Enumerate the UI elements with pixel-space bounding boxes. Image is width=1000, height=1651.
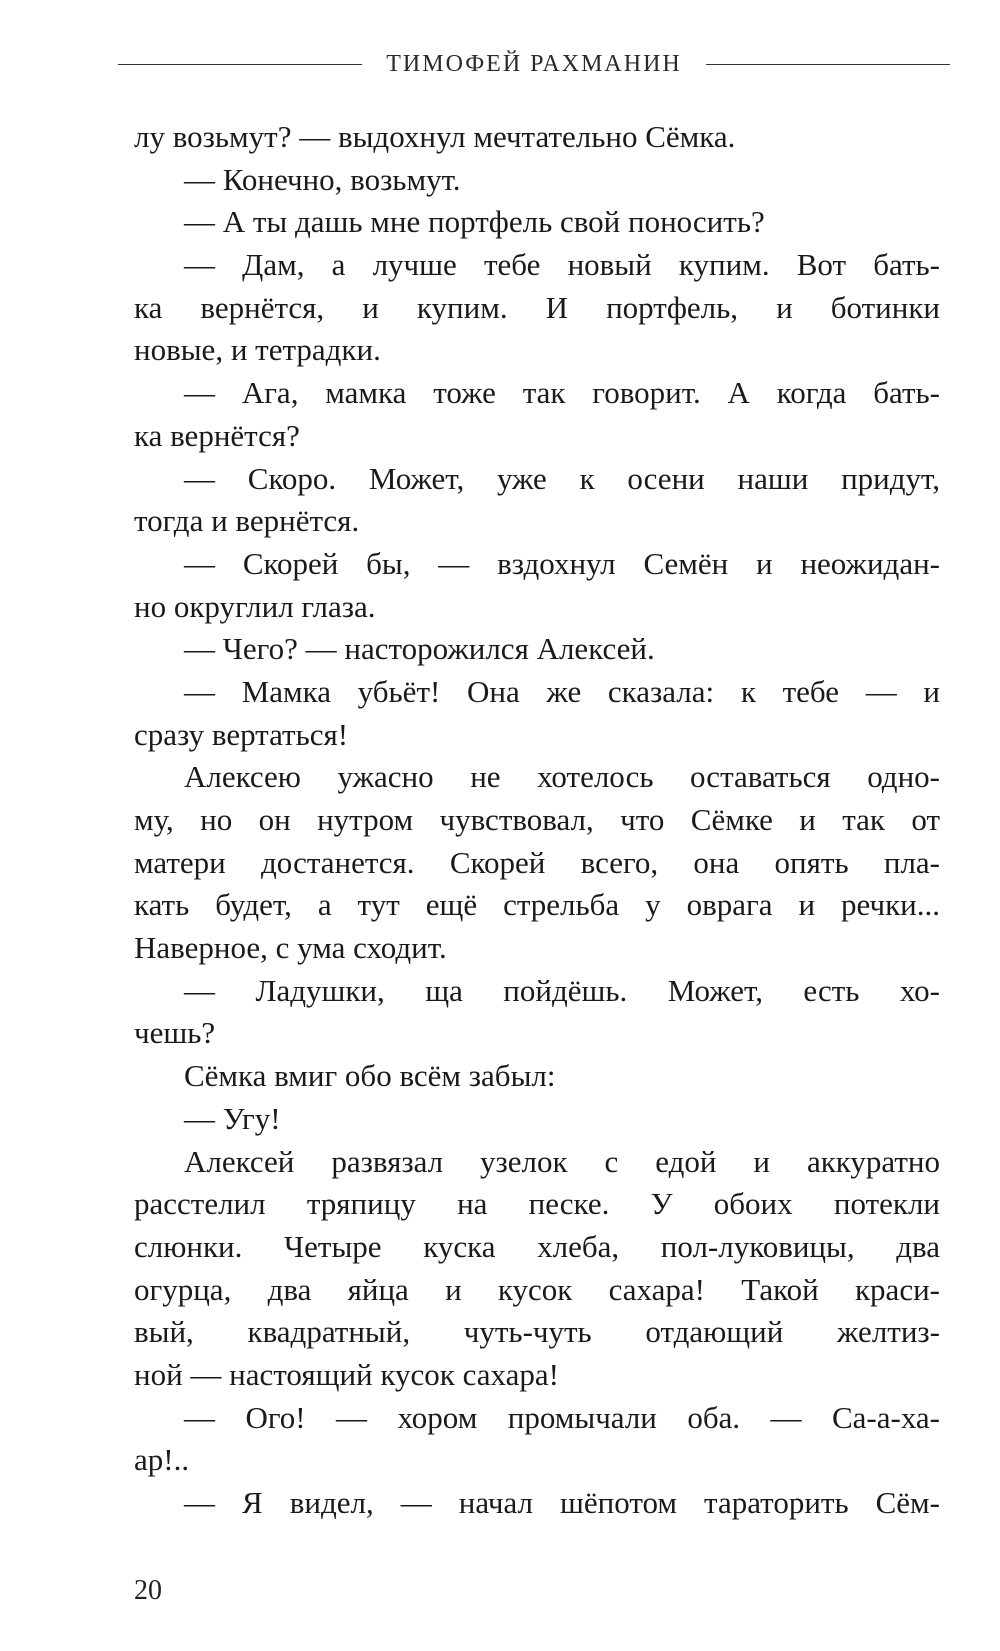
running-title: ТИМОФЕЙ РАХМАНИН (386, 50, 682, 77)
text-line: — Скорей бы, — вздохнул Семён и неожидан- (184, 545, 940, 581)
text-line: ар!.. (134, 1442, 190, 1478)
text-line: — Конечно, возьмут. (184, 161, 461, 197)
text-line: но округлил глаза. (134, 588, 376, 624)
text-line: — Угу! (184, 1100, 281, 1136)
text-line: вый, квадратный, чуть-чуть отдающий желтиз- (134, 1314, 940, 1350)
text-line: кать будет, а тут ещё стрельба у оврага и речки... (134, 887, 940, 923)
text-line: — Дам, а лучше тебе новый купим. Вот бать- (184, 247, 940, 283)
text-line: огурца, два яйца и кусок сахара! Такой краси- (134, 1271, 940, 1307)
text-line: слюнки. Четыре куска хлеба, пол-луковицы, два (134, 1228, 940, 1264)
text-line: лу возьмут? — выдохнул мечтательно Сёмка. (134, 119, 736, 154)
text-line: Алексею ужасно не хотелось оставаться одно- (184, 759, 940, 795)
text-line: тогда и вернётся. (134, 503, 360, 539)
text-line: расстелил тряпицу на песке. У обоих потекли (134, 1186, 940, 1222)
text-line: му, но он нутром чувствовал, что Сёмке и так от (134, 802, 940, 837)
running-header (118, 44, 950, 84)
text-line: — Я видел, — начал шёпотом тараторить Сём- (184, 1485, 940, 1520)
text-line: Алексей развязал узелок с едой и аккуратно (184, 1143, 940, 1179)
page-body-text (134, 116, 940, 1525)
text-line: — Ага, мамка тоже так говорит. А когда бать- (184, 375, 940, 411)
header-rule-right (706, 64, 950, 65)
text-line: ка вернётся? (134, 417, 300, 453)
text-line: новые, и тетрадки. (134, 332, 381, 368)
text-line: — Чего? — насторожился Алексей. (184, 631, 655, 667)
page-number: 20 (134, 1575, 162, 1606)
header-rule-left (118, 64, 362, 65)
text-line: матери достанется. Скорей всего, она опять пла- (134, 844, 940, 880)
text-line: ной — настоящий кусок сахара! (134, 1356, 559, 1392)
text-line: — А ты дашь мне портфель свой поносить? (184, 204, 765, 240)
text-line: сразу вертаться! (134, 716, 349, 752)
text-line: — Ладушки, ща пойдёшь. Может, есть хо- (184, 972, 940, 1008)
text-line: чешь? (134, 1015, 216, 1051)
text-line: — Скоро. Может, уже к осени наши придут, (184, 460, 940, 496)
text-line: Наверное, с ума сходит. (134, 930, 447, 966)
text-line: — Ого! — хором промычали оба. — Са-а-ха- (184, 1399, 940, 1435)
text-line: ка вернётся, и купим. И портфель, и ботинки (134, 289, 940, 325)
text-line: — Мамка убьёт! Она же сказала: к тебе — и (184, 673, 940, 709)
text-line: Сёмка вмиг обо всём забыл: (184, 1058, 556, 1094)
